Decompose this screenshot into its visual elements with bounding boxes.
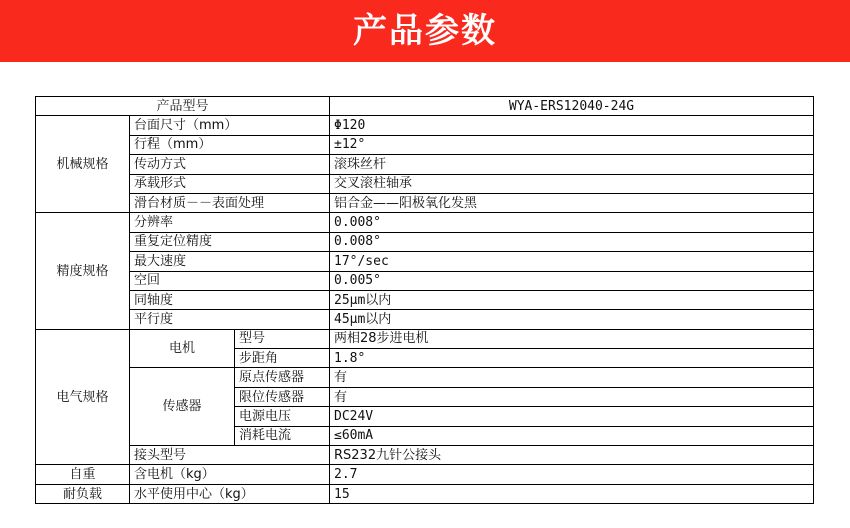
- spec-label: 水平使用中心（kg）: [130, 484, 330, 503]
- table-row: [36, 232, 814, 251]
- table-row: [36, 252, 814, 271]
- table-row: [36, 329, 814, 348]
- spec-value: 两相28步进电机: [330, 329, 814, 348]
- spec-value: DC24V: [330, 407, 814, 426]
- spec-label: 限位传感器: [235, 387, 330, 406]
- spec-value: Φ120: [330, 116, 814, 135]
- group-label-precision: 精度规格: [36, 213, 130, 329]
- spec-label: 重复定位精度: [130, 232, 330, 251]
- spec-value: 0.008°: [330, 232, 814, 251]
- spec-value: RS232九针公接头: [330, 446, 814, 465]
- spec-label: 原点传感器: [235, 368, 330, 387]
- spec-label: 行程（mm）: [130, 135, 330, 154]
- group-label-electrical: 电气规格: [36, 329, 130, 465]
- spec-label: 含电机（kg）: [130, 465, 330, 484]
- spec-value: 17°/sec: [330, 252, 814, 271]
- spec-label: 同轴度: [130, 290, 330, 309]
- subgroup-label-motor: 电机: [130, 329, 235, 368]
- spec-label: 消耗电流: [235, 426, 330, 445]
- spec-value: 有: [330, 387, 814, 406]
- spec-value: 1.8°: [330, 349, 814, 368]
- table-row: [36, 310, 814, 329]
- spec-value: 交叉滚柱轴承: [330, 174, 814, 193]
- table-row: [36, 116, 814, 135]
- model-label: 产品型号: [36, 97, 330, 116]
- spec-label: 平行度: [130, 310, 330, 329]
- spec-label: 滑台材质－－表面处理: [130, 193, 330, 212]
- spec-value: 0.008°: [330, 213, 814, 232]
- spec-value: 滚珠丝杆: [330, 155, 814, 174]
- table-row: [36, 155, 814, 174]
- spec-value: 铝合金——阳极氧化发黑: [330, 193, 814, 212]
- spec-value: 0.005°: [330, 271, 814, 290]
- group-label-load: 耐负载: [36, 484, 130, 503]
- spec-label: 台面尺寸（mm）: [130, 116, 330, 135]
- table-row: [36, 484, 814, 503]
- spec-label: 分辨率: [130, 213, 330, 232]
- page-title: 产品参数: [353, 11, 497, 51]
- spec-label: 接头型号: [130, 446, 330, 465]
- table-row: [36, 368, 814, 387]
- spec-value: 2.7: [330, 465, 814, 484]
- table-row: [36, 213, 814, 232]
- table-row: [36, 193, 814, 212]
- spec-value: 有: [330, 368, 814, 387]
- model-value: WYA-ERS12040-24G: [330, 97, 814, 116]
- table-row: [36, 135, 814, 154]
- spec-label: 传动方式: [130, 155, 330, 174]
- table-row: [36, 446, 814, 465]
- group-label-mechanical: 机械规格: [36, 116, 130, 213]
- table-row: [36, 174, 814, 193]
- spec-value: ≤60mA: [330, 426, 814, 445]
- table-row: [36, 97, 814, 116]
- spec-value: 15: [330, 484, 814, 503]
- group-label-weight: 自重: [36, 465, 130, 484]
- spec-label: 步距角: [235, 349, 330, 368]
- spec-label: 电源电压: [235, 407, 330, 426]
- spec-value: 45μm以内: [330, 310, 814, 329]
- spec-label: 承载形式: [130, 174, 330, 193]
- table-row: [36, 271, 814, 290]
- table-row: [36, 465, 814, 484]
- spec-table: [35, 96, 814, 504]
- spec-label: 空回: [130, 271, 330, 290]
- spec-value: 25μm以内: [330, 290, 814, 309]
- subgroup-label-sensor: 传感器: [130, 368, 235, 446]
- banner: [0, 0, 850, 62]
- spec-label: 型号: [235, 329, 330, 348]
- table-row: [36, 290, 814, 309]
- spec-label: 最大速度: [130, 252, 330, 271]
- spec-value: ±12°: [330, 135, 814, 154]
